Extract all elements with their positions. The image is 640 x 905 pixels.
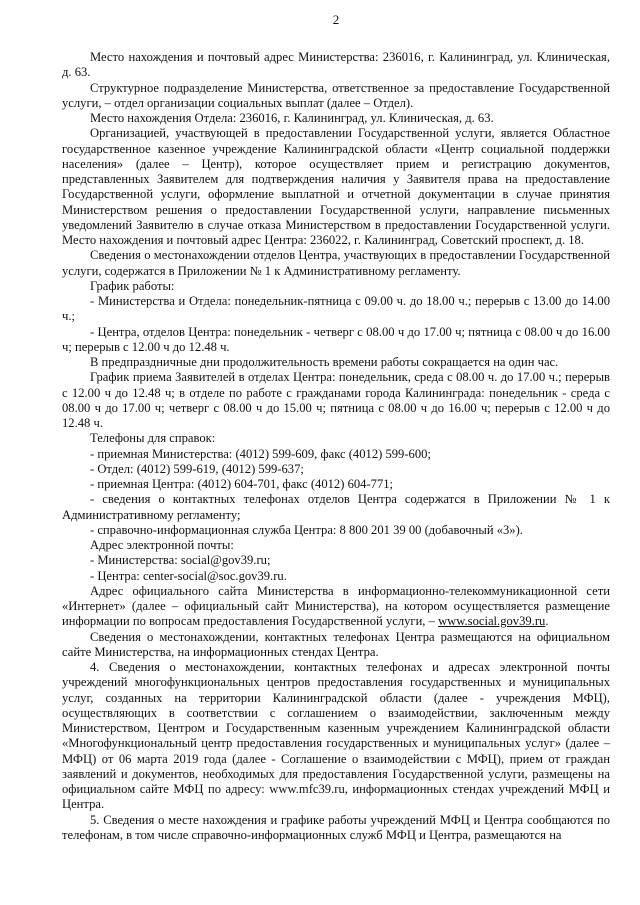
paragraph-department-location: Место нахождения Отдела: 236016, г. Калининград, ул. Клиническая, д. 63. <box>90 111 494 125</box>
paragraph-center-departments: Сведения о местонахождении отделов Центра, участвующих в предоставлении Государственной услуги, содержатся в Приложении № 1 к Административному регламенту. <box>62 248 610 278</box>
website-paragraph-end: . <box>545 614 549 629</box>
document-page <box>62 12 610 843</box>
paragraph-email-ministry: - Министерства: social@gov39.ru; <box>90 553 271 568</box>
paragraph-official-website <box>62 584 610 630</box>
paragraph-phone-ministry: - приемная Министерства: (4012) 599-609, факс (4012) 599-600; <box>90 446 431 461</box>
paragraph-center-organization: Организацией, участвующей в предоставлении Государственной услуги, является Областное государственное казенное учреждение Калининградской области «Центр социальной поддержки населения» (далее – Центр), которое осуществляет прием и регистрацию документов, представленных Заявителем для подтверждения наличия у Заявителя права на предоставление Государственной услуги, оформление выплатной и отчетной документации в случае принятия Министерством решения о предоставлении Государственной услуги, направление письменных уведомлений Заявителю в случае отказа Министерством в предоставлении Государственной услуги. Место нахождения и почтовый адрес Центра: 236022, г. Калининград, Советский проспект, д. 18. <box>62 126 610 247</box>
paragraph-email-heading: Адрес электронной почты: <box>90 538 234 552</box>
website-link[interactable]: www.social.gov39.ru <box>438 614 546 629</box>
paragraph-schedule-center: - Центра, отделов Центра: понедельник - четверг с 08.00 ч до 17.00 ч; пятница с 08.00 ч до 16.00 ч; перерыв с 12.00 ч до 12.48 ч. <box>62 324 610 354</box>
website-paragraph-text: Адрес официального сайта Министерства в информационно-телекоммуникационной сети «Интернет» (далее – официальный сайт Министерства), на котором осуществляется размещение информации по вопросам предоставления Государственной услуги, – <box>62 583 610 629</box>
paragraph-structural-unit: Структурное подразделение Министерства, ответственное за предоставление Государственной услуги, – отдел организации социальных выплат (далее – Отдел). <box>62 80 610 110</box>
paragraph-section-5-mfc-schedule: 5. Сведения о месте нахождения и графике работы учреждений МФЦ и Центра сообщаются по телефонам, в том числе справочно-информационных служб МФЦ и Центра, размещаются на <box>62 812 610 842</box>
paragraph-phone-center: - приемная Центра: (4012) 604-701, факс (4012) 604-771; <box>90 477 394 491</box>
paragraph-center-info-placement: Сведения о местонахождении, контактных телефонах Центра размещаются на официальном сайте Министерства, на информационных стендах Центра. <box>62 629 610 659</box>
paragraph-phone-department: - Отдел: (4012) 599-619, (4012) 599-637; <box>90 461 304 476</box>
paragraph-ministry-address: Место нахождения и почтовый адрес Министерства: 236016, г. Калининград, ул. Клиническая, д. 63. <box>62 50 610 80</box>
page-number: 2 <box>332 12 340 27</box>
paragraph-schedule-ministry: - Министерства и Отдела: понедельник-пятница с 09.00 ч. до 18.00 ч.; перерыв с 13.00 до 14.00 ч.; <box>62 294 610 324</box>
paragraph-schedule-heading: График работы: <box>90 278 175 293</box>
paragraph-phones-heading: Телефоны для справок: <box>90 431 216 446</box>
paragraph-holiday-note: В предпраздничные дни продолжительность времени работы сокращается на один час. <box>90 355 559 369</box>
paragraph-help-service: - справочно-информационная служба Центра: 8 800 201 39 00 (добавочный «3»). <box>90 522 523 537</box>
paragraph-email-center: - Центра: center-social@soc.gov39.ru. <box>90 568 287 583</box>
paragraph-phone-center-departments: - сведения о контактных телефонах отделов Центра содержатся в Приложении № 1 к Административному регламенту; <box>62 492 610 522</box>
paragraph-reception-schedule: График приема Заявителей в отделах Центра: понедельник, среда с 08.00 ч. до 17.00 ч.; перерыв с 12.00 ч до 12.48 ч; в отделе по работе с гражданами города Калининграда: понедельник - среда с 08.00 ч до 17.00 ч; четверг с 08.00 ч до 15.00 ч; пятница с 08.00 ч до 16.00 ч; перерыв с 12.00 ч до 12.48 ч. <box>62 370 610 430</box>
paragraph-section-4-mfc: 4. Сведения о местонахождении, контактных телефонах и адресах электронной почты учреждений многофункциональных центров предоставления государственных и муниципальных услуг, созданных на территории Калининградской области (далее - учреждения МФЦ), осуществляющих в соответствии с соглашением о взаимодействии, заключенным между Министерством, Центром и Государственным казенным учреждением Калининградской области «Многофункциональный центр предоставления государственных и муниципальных услуг» (далее – МФЦ) от 06 марта 2019 года (далее - Соглашение о взаимодействии с МФЦ), прием от граждан заявлений и документов, необходимых для предоставления Государственной услуги, размещены на официальном сайте МФЦ по адресу: www.mfc39.ru, информационных стендах учреждений МФЦ и Центра. <box>62 660 610 812</box>
